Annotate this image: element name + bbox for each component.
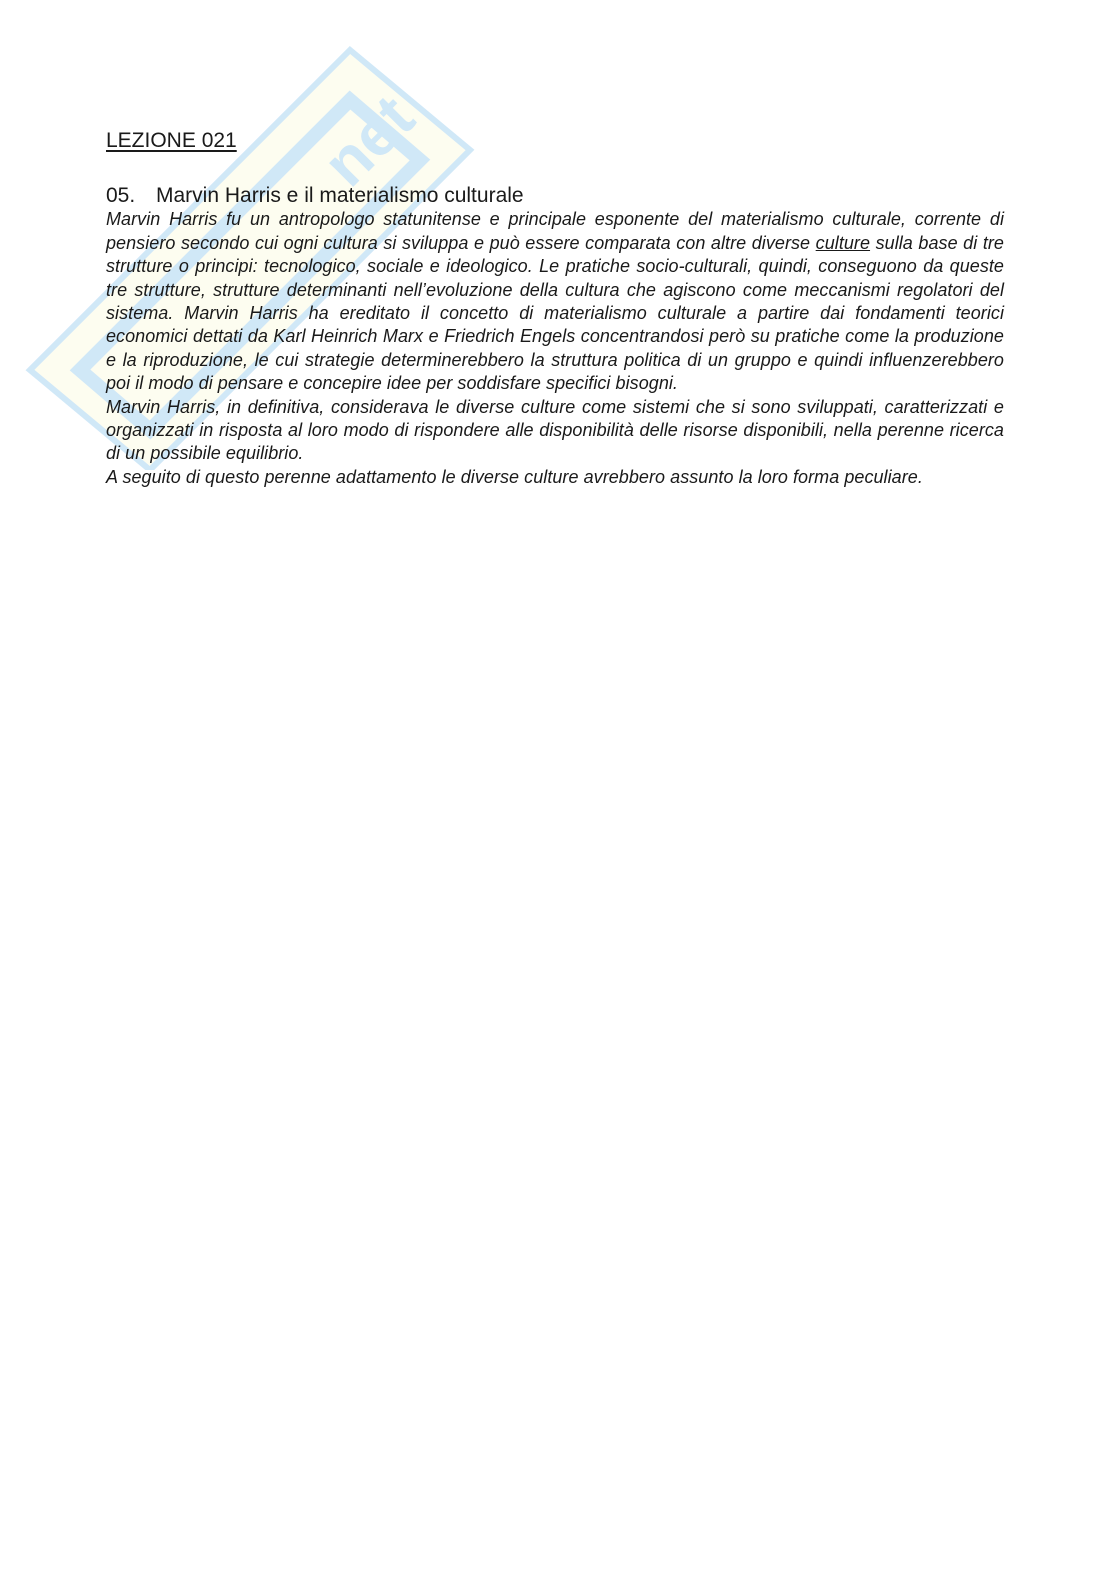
section-number: 05. — [106, 184, 136, 208]
svg-text:net: net — [308, 81, 428, 200]
paragraph-2: Marvin Harris, in definitiva, considerava le diverse culture come sistemi che si sono sviluppati, caratterizzati e organizzati in risposta al loro modo di rispondere alle disponibilità delle risorse disponibili, nella perenne ricerca di un possibile equilibrio. — [106, 396, 1004, 464]
paragraph-1-part-b: sulla base di tre strutture o principi: tecnologico, sociale e ideologico. Le pratiche socio-culturali, quindi, conseguono da queste tre strutture, strutture determinanti nell’evoluzione della cultura che agiscono come meccanismi regolatori del sistema. Marvin Harris ha ereditato il concetto di materialismo culturale a partire dai fondamenti teorici economici dettati da Karl Heinrich Marx e Friedrich Engels concentrandosi però su pratiche come la produzione e la riproduzione, le cui strategie determinerebbero la struttura politica di un gruppo e quindi influenzerebbero poi il modo di pensare e concepire idee per soddisfare specifici bisogni. — [106, 232, 1004, 394]
document-page — [106, 128, 1004, 489]
document-body — [106, 208, 1004, 489]
paragraph-1 — [106, 208, 1004, 395]
section-heading — [106, 183, 1004, 208]
paragraph-1-part-a: Marvin Harris fu un antropologo statunitense e principale esponente del materialismo culturale, corrente di pensiero secondo cui ogni cultura si sviluppa e può essere comparata con altre diverse — [106, 209, 1004, 253]
section-title: Marvin Harris e il materialismo culturale — [156, 184, 524, 208]
paragraph-3: A seguito di questo perenne adattamento le diverse culture avrebbero assunto la loro forma peculiare. — [106, 466, 923, 487]
lesson-title: LEZIONE 021 — [106, 129, 237, 152]
underlined-word: culture — [815, 232, 871, 253]
